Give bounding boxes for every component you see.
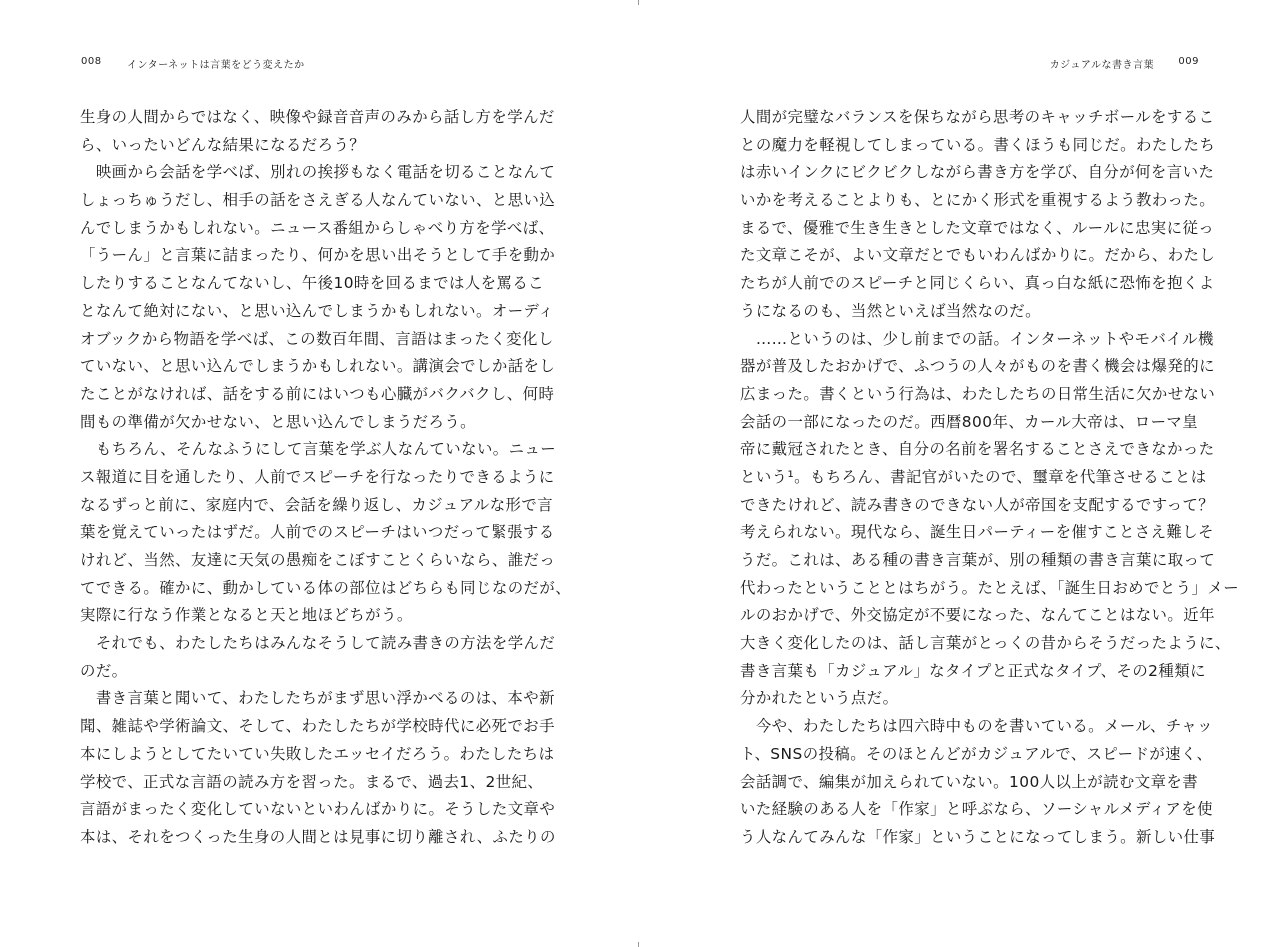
text-line: したりすることなんてないし、午後10時を回るまでは人を罵るこ (80, 274, 545, 293)
text-line: ら、いったいどんな結果になるだろう？ (80, 135, 366, 154)
text-line: もちろん、そんなふうにして言葉を学ぶ人なんていない。ニュー (80, 440, 557, 459)
text-line: たことがなければ、話をする前にはいつも心臓がバクバクし、何時 (80, 384, 555, 403)
text-line: うになるのも、当然といえば当然なのだ。 (740, 301, 1041, 320)
text-line: けれど、当然、友達に天気の愚痴をこぼすことくらいなら、誰だっ (80, 551, 556, 569)
text-line: 大きく変化したのは、話し言葉がとっくの昔からそうだったように、 (740, 634, 1231, 653)
text-line: ルのおかげで、外交協定が不要になった、なんてことはない。近年 (740, 606, 1215, 625)
page-number: 008 (81, 56, 102, 67)
text-line: 帝に戴冠されたとき、自分の名前を署名することさえできなかった (740, 440, 1215, 459)
text-line: 書き言葉も「カジュアル」なタイプと正式なタイプ、その2種類に (740, 661, 1206, 680)
text-line: のだ。 (80, 661, 128, 680)
text-line: 生身の人間からではなく、映像や録音音声のみから話し方を学んだ (80, 108, 555, 126)
text-line: 考えられない。現代なら、誕生日パーティーを催すことさえ難しそ (740, 523, 1214, 542)
text-line: できたけれど、読み書きのできない人が帝国を支配するですって？ (740, 495, 1215, 514)
text-line: それでも、わたしたちはみんなそうして読み書きの方法を学んだ (80, 634, 556, 653)
text-line: うだ。これは、ある種の書き言葉が、別の種類の書き言葉に取って (740, 551, 1216, 569)
text-line: いた経験のある人を「作家」と呼ぶなら、ソーシャルメディアを使 (740, 800, 1213, 819)
text-line: 代わったということとはちがう。たとえば、「誕生日おめでとう」メー (740, 578, 1240, 597)
text-line: まるで、優雅で生き生きとした文章ではなく、ルールに忠実に従っ (740, 218, 1215, 237)
text-line: との魔力を軽視してしまっている。書くほうも同じだ。わたしたち (740, 135, 1216, 154)
text-line: 葉を覚えていったはずだ。人前でのスピーチはいつだって緊張する (80, 523, 555, 542)
text-line: いかを考えることよりも、とにかく形式を重視するよう教わった。 (740, 191, 1216, 210)
text-line: オブックから物語を学べば、この数百年間、言語はまったく変化し (80, 329, 554, 348)
text-line: 本にしようとしてたいてい失敗したエッセイだろう。わたしたちは (80, 744, 555, 763)
text-line: 会話の一部になったのだ。西暦800年、カール大帝は、ローマ皇 (740, 412, 1199, 431)
text-line: 学校で、正式な言語の読み方を習った。まるで、過去1、2世紀、 (80, 772, 544, 791)
text-line: 器が普及したおかげで、ふつうの人々がものを書く機会は爆発的に (740, 357, 1215, 376)
text-line: 実際に行なう作業となると天と地ほどちがう。 (80, 606, 413, 625)
text-line: んでしまうかもしれない。ニュース番組からしゃべり方を学べば、 (80, 218, 555, 237)
text-line: なるずっと前に、家庭内で、会話を繰り返し、カジュアルな形で言 (80, 495, 554, 514)
text-line: 「うーん」と言葉に詰まったり、何かを思い出そうとして手を動か (80, 246, 556, 265)
text-line: 人間が完璧なバランスを保ちながら思考のキャッチボールをするこ (740, 108, 1215, 126)
text-line: ……というのは、少し前までの話。インターネットやモバイル機 (740, 329, 1214, 348)
text-line: 広まった。書くという行為は、わたしたちの日常生活に欠かせない (740, 384, 1216, 403)
text-line: しょっちゅうだし、相手の話をさえぎる人なんていない、と思い込 (80, 191, 556, 210)
page-number: 009 (1178, 56, 1199, 67)
text-line: 今や、わたしたちは四六時中ものを書いている。メール、チャッ (740, 717, 1213, 736)
text-line: ス報道に目を通したり、人前でスピーチを行なったりできるように (80, 467, 555, 486)
text-line: ていない、と思い込んでしまうかもしれない。講演会でしか話をし (80, 357, 556, 376)
text-line: は赤いインクにビクビクしながら書き方を学び、自分が何を言いた (740, 163, 1215, 182)
text-line: となんて絶対にない、と思い込んでしまうかもしれない。オーディ (80, 301, 554, 320)
text-line: 分かれたという点だ。 (740, 689, 899, 708)
text-line: 会話調で、編集が加えられていない。100人以上が読む文章を書 (740, 772, 1199, 791)
running-head: インターネットは言葉をどう変えたか (127, 60, 305, 71)
text-line: た文章こそが、よい文章だとでもいわんばかりに。だから、わたし (740, 246, 1216, 265)
text-line: 本は、それをつくった生身の人間とは見事に切り離され、ふたりの (80, 827, 556, 846)
text-line: 書き言葉と聞いて、わたしたちがまず思い浮かべるのは、本や新 (80, 689, 555, 708)
text-line: ト、SNSの投稿。そのほとんどがカジュアルで、スピードが速く、 (740, 744, 1213, 763)
text-line: 聞、雑誌や学術論文、そして、わたしたちが学校時代に必死でお手 (80, 717, 555, 736)
text-line: たちが人前でのスピーチと同じくらい、真っ白な紙に恐怖を抱くよ (740, 274, 1215, 293)
body-text (80, 104, 572, 852)
text-line: 言語がまったく変化していないといわんばかりに。そうした文章や (80, 800, 556, 819)
text-line: 映画から会話を学べば、別れの挨拶もなく電話を切ることなんて (80, 163, 556, 182)
text-line: てできる。確かに、動かしている体の部位はどちらも同じなのだが、 (80, 578, 572, 597)
running-head: カジュアルな書き言葉 (1049, 60, 1154, 71)
text-line: う人なんてみんな「作家」ということになってしまう。新しい仕事 (740, 827, 1216, 846)
text-line: 間もの準備が欠かせない、と思い込んでしまうだろう。 (80, 412, 477, 431)
right-page (640, 0, 1280, 947)
text-line: という¹。もちろん、書記官がいたので、璽章を代筆させることは (740, 467, 1207, 486)
body-text (740, 104, 1240, 852)
